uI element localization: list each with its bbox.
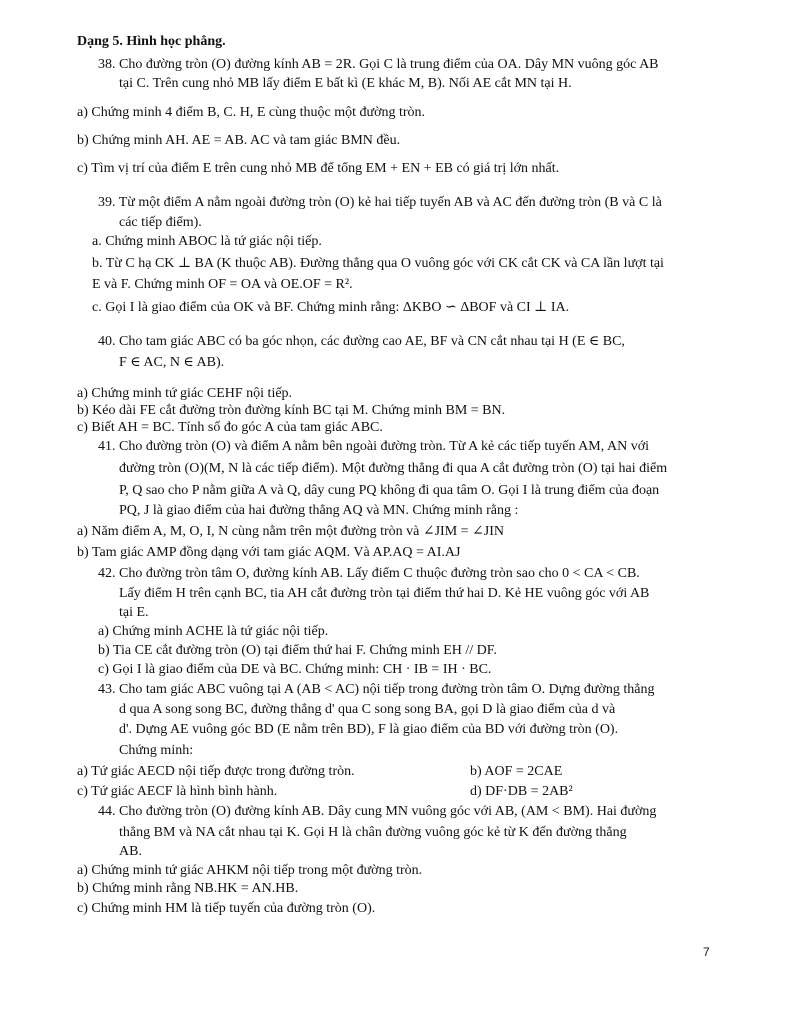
problem-44-line-3: AB.: [119, 844, 142, 859]
problem-39-line-1: 39. Từ một điểm A nằm ngoài đường tròn (O) kẻ hai tiếp tuyến AB và AC đến đường tròn (B và C là: [98, 195, 662, 210]
problem-42-part-b: b) Tia CE cắt đường tròn (O) tại điểm thứ hai F. Chứng minh EH // DF.: [98, 643, 497, 658]
problem-43-part-b: b) AOF = 2CAE: [470, 764, 563, 779]
problem-41-line-4: PQ, J là giao điểm của hai đường thẳng AQ và MN. Chứng minh rằng :: [119, 503, 519, 518]
problem-40-line-1: 40. Cho tam giác ABC có ba góc nhọn, các đường cao AE, BF và CN cắt nhau tại H (E ∈ BC,: [98, 334, 625, 349]
problem-39-part-b-line-1: b. Từ C hạ CK ⊥ BA (K thuộc AB). Đường thẳng qua O vuông góc với CK cắt CK và CA lần lượt tại: [92, 256, 664, 271]
problem-40-part-b: b) Kéo dài FE cắt đường tròn đường kính BC tại M. Chứng minh BM = BN.: [77, 403, 506, 418]
problem-43-line-1: 43. Cho tam giác ABC vuông tại A (AB < AC) nội tiếp trong đường tròn tâm O. Dựng đường thẳng: [98, 682, 655, 697]
problem-43-line-2: d qua A song song BC, đường thẳng d' qua C song song BA, gọi D là giao điểm của d và: [119, 702, 616, 717]
problem-44-line-1: 44. Cho đường tròn (O) đường kính AB. Dây cung MN vuông góc với AB, (AM < BM). Hai đường: [98, 804, 657, 819]
problem-41-line-3: P, Q sao cho P nằm giữa A và Q, dây cung PQ không đi qua tâm O. Gọi I là trung điểm của đoạn: [119, 483, 660, 498]
problem-44-part-c: c) Chứng minh HM là tiếp tuyến của đường tròn (O).: [77, 901, 376, 916]
problem-38-part-c: c) Tìm vị trí của điểm E trên cung nhỏ MB để tổng EM + EN + EB có giá trị lớn nhất.: [77, 161, 560, 176]
problem-43-part-a: a) Tứ giác AECD nội tiếp được trong đường tròn.: [77, 764, 355, 779]
problem-43-line-3: d'. Dựng AE vuông góc BD (E nằm trên BD), F là giao điểm của BD với đường tròn (O).: [119, 722, 619, 737]
problem-42-line-1: 42. Cho đường tròn tâm O, đường kính AB. Lấy điểm C thuộc đường tròn sao cho 0 < CA < CB.: [98, 566, 640, 581]
problem-44-line-2: thẳng BM và NA cắt nhau tại K. Gọi H là chân đường vuông góc kẻ từ K đến đường thẳng: [119, 825, 627, 840]
problem-41-part-b: b) Tam giác AMP đồng dạng với tam giác AQM. Và AP.AQ = AI.AJ: [77, 545, 461, 560]
problem-43-part-d: d) DF·DB = 2AB²: [470, 784, 573, 799]
problem-41-line-1: 41. Cho đường tròn (O) và điểm A nằm bên ngoài đường tròn. Từ A kẻ các tiếp tuyến AM, AN với: [98, 439, 649, 454]
problem-44-part-b: b) Chứng minh rằng NB.HK = AN.HB.: [77, 881, 299, 896]
problem-43-part-c: c) Tứ giác AECF là hình bình hành.: [77, 784, 278, 799]
problem-38-part-a: a) Chứng minh 4 điểm B, C. H, E cùng thuộc một đường tròn.: [77, 105, 426, 120]
section-title: Dạng 5. Hình học phẳng.: [77, 34, 226, 49]
problem-42-part-c: c) Gọi I là giao điểm của DE và BC. Chứng minh: CH · IB = IH · BC.: [98, 662, 492, 677]
page-number: 7: [703, 945, 710, 959]
problem-42-line-2: Lấy điểm H trên cạnh BC, tia AH cắt đường tròn tại điểm thứ hai D. Kẻ HE vuông góc với AB: [119, 586, 650, 601]
problem-39-line-2: các tiếp điểm).: [119, 215, 202, 230]
problem-40-line-2: F ∈ AC, N ∈ AB).: [119, 355, 225, 370]
problem-41-line-2: đường tròn (O)(M, N là các tiếp điểm). Một đường thẳng đi qua A cắt đường tròn (O) tại hai điểm: [119, 461, 668, 476]
problem-38-part-b: b) Chứng minh AH. AE = AB. AC và tam giác BMN đều.: [77, 133, 401, 148]
problem-39-part-a: a. Chứng minh ABOC là tứ giác nội tiếp.: [92, 234, 322, 249]
problem-42-part-a: a) Chứng minh ACHE là tứ giác nội tiếp.: [98, 624, 329, 639]
problem-40-part-c: c) Biết AH = BC. Tính số đo góc A của tam giác ABC.: [77, 420, 383, 435]
problem-43-line-4: Chứng minh:: [119, 743, 194, 758]
problem-39-part-b-line-2: E và F. Chứng minh OF = OA và OE.OF = R².: [92, 277, 353, 292]
problem-38-line-1: 38. Cho đường tròn (O) đường kính AB = 2R. Gọi C là trung điểm của OA. Dây MN vuông góc AB: [98, 57, 659, 72]
problem-39-part-c: c. Gọi I là giao điểm của OK và BF. Chứng minh rằng: ΔKBO ∽ ΔBOF và CI ⊥ IA.: [92, 300, 570, 315]
problem-44-part-a: a) Chứng minh tứ giác AHKM nội tiếp trong một đường tròn.: [77, 863, 423, 878]
problem-42-line-3: tại E.: [119, 605, 149, 620]
problem-41-part-a: a) Năm điểm A, M, O, I, N cùng nằm trên một đường tròn và ∠JIM = ∠JIN: [77, 524, 505, 539]
problem-40-part-a: a) Chứng minh tứ giác CEHF nội tiếp.: [77, 386, 293, 401]
problem-38-line-2: tại C. Trên cung nhỏ MB lấy điểm E bất kì (E khác M, B). Nối AE cắt MN tại H.: [119, 76, 572, 91]
